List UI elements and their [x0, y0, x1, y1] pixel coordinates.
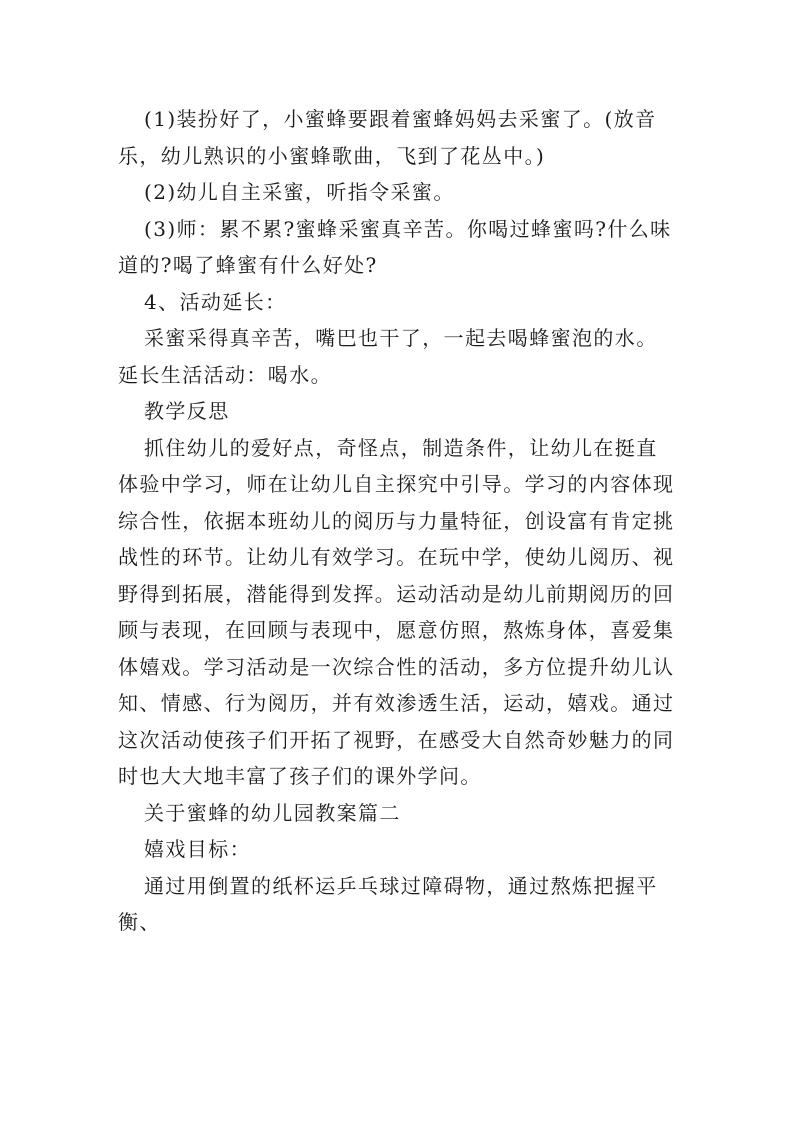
paragraph-activity-step-1: (1)装扮好了，小蜜蜂要跟着蜜蜂妈妈去采蜜了。(放音乐，幼儿熟识的小蜜蜂歌曲，飞到了花丛中。) — [118, 107, 657, 168]
section-heading-reflection: 教学反思 — [144, 399, 230, 423]
section-heading-extension: 4、活动延长： — [144, 289, 287, 314]
paragraph-reflection: 抓住幼儿的爱好点，奇怪点，制造条件，让幼儿在挺直体验中学习，师在让幼儿自主探究中引导。学习的内容体现综合性，依据本班幼儿的阅历与力量特征，创设富有肯定挑战性的环节。让幼儿有效学习。在玩中学，使幼儿阅历、视野得到拓展，潜能得到发挥。运动活动是幼儿前期阅历的回顾与表现，在回顾与表现中，愿意仿照，熬炼身体，喜爱集体嬉戏。学习活动是一次综合性的活动，多方位提升幼儿认知、情感、行为阅历，并有效渗透生活，运动，嬉戏。通过这次活动使孩子们开拓了视野，在感受大自然奇妙魅力的同时也大大地丰富了孩子们的课外学问。 — [118, 435, 675, 788]
paragraph-game-goals: 通过用倒置的纸杯运乒乓球过障碍物，通过熬炼把握平衡、 — [118, 873, 658, 934]
paragraph-extension: 采蜜采得真辛苦，嘴巴也干了，一起去喝蜂蜜泡的水。延长生活活动：喝水。 — [118, 326, 658, 387]
section-heading-lesson-two: 关于蜜蜂的幼儿园教案篇二 — [144, 800, 401, 825]
paragraph-activity-step-3: (3)师：累不累?蜜蜂采蜜真辛苦。你喝过蜂蜜吗?什么味道的?喝了蜂蜜有什么好处? — [118, 216, 672, 277]
section-heading-game-goals: 嬉戏目标： — [144, 837, 251, 861]
document-body — [118, 101, 678, 941]
paragraph-activity-step-2: (2)幼儿自主采蜜，听指令采蜜。 — [144, 180, 455, 204]
